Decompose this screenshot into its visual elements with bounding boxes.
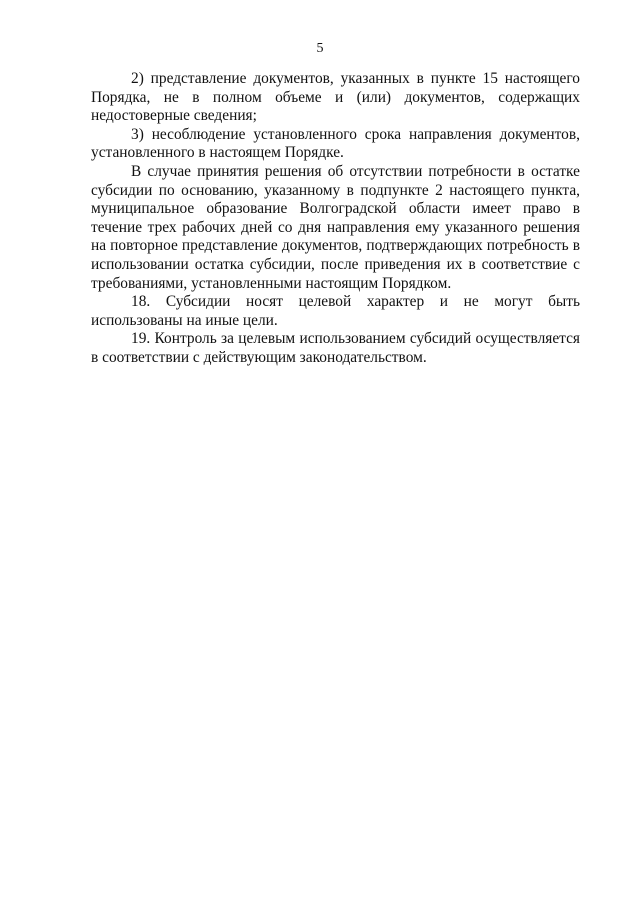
page-number: 5	[316, 41, 324, 56]
paragraph-residual-subsidy: В случае принятия решения об отсутствии потребности в остатке субсидии по основанию, указанному в подпункте 2 настоящего пункта, муниципальное образование Волгоградской области имеет право в течение трех рабочих дней со дня направления ему указанного решения на повторное представление документов, подтверждающих потребность в использовании остатка субсидии, после приведения их в соответствие с требованиями, установленными настоящим Порядком.	[91, 162, 580, 292]
paragraph-19: 19. Контроль за целевым использованием субсидий осуществляется в соответствии с действующим законодательством.	[91, 330, 580, 366]
document-body	[91, 70, 580, 368]
paragraph-item-2: 2) представление документов, указанных в пункте 15 настоящего Порядка, не в полном объеме и (или) документов, содержащих недостоверные сведения;	[91, 70, 580, 125]
paragraph-item-3: 3) несоблюдение установленного срока направления документов, установленного в настоящем Порядке.	[91, 125, 580, 162]
paragraph-18: 18. Субсидии носят целевой характер и не могут быть использованы на иные цели.	[91, 293, 580, 329]
